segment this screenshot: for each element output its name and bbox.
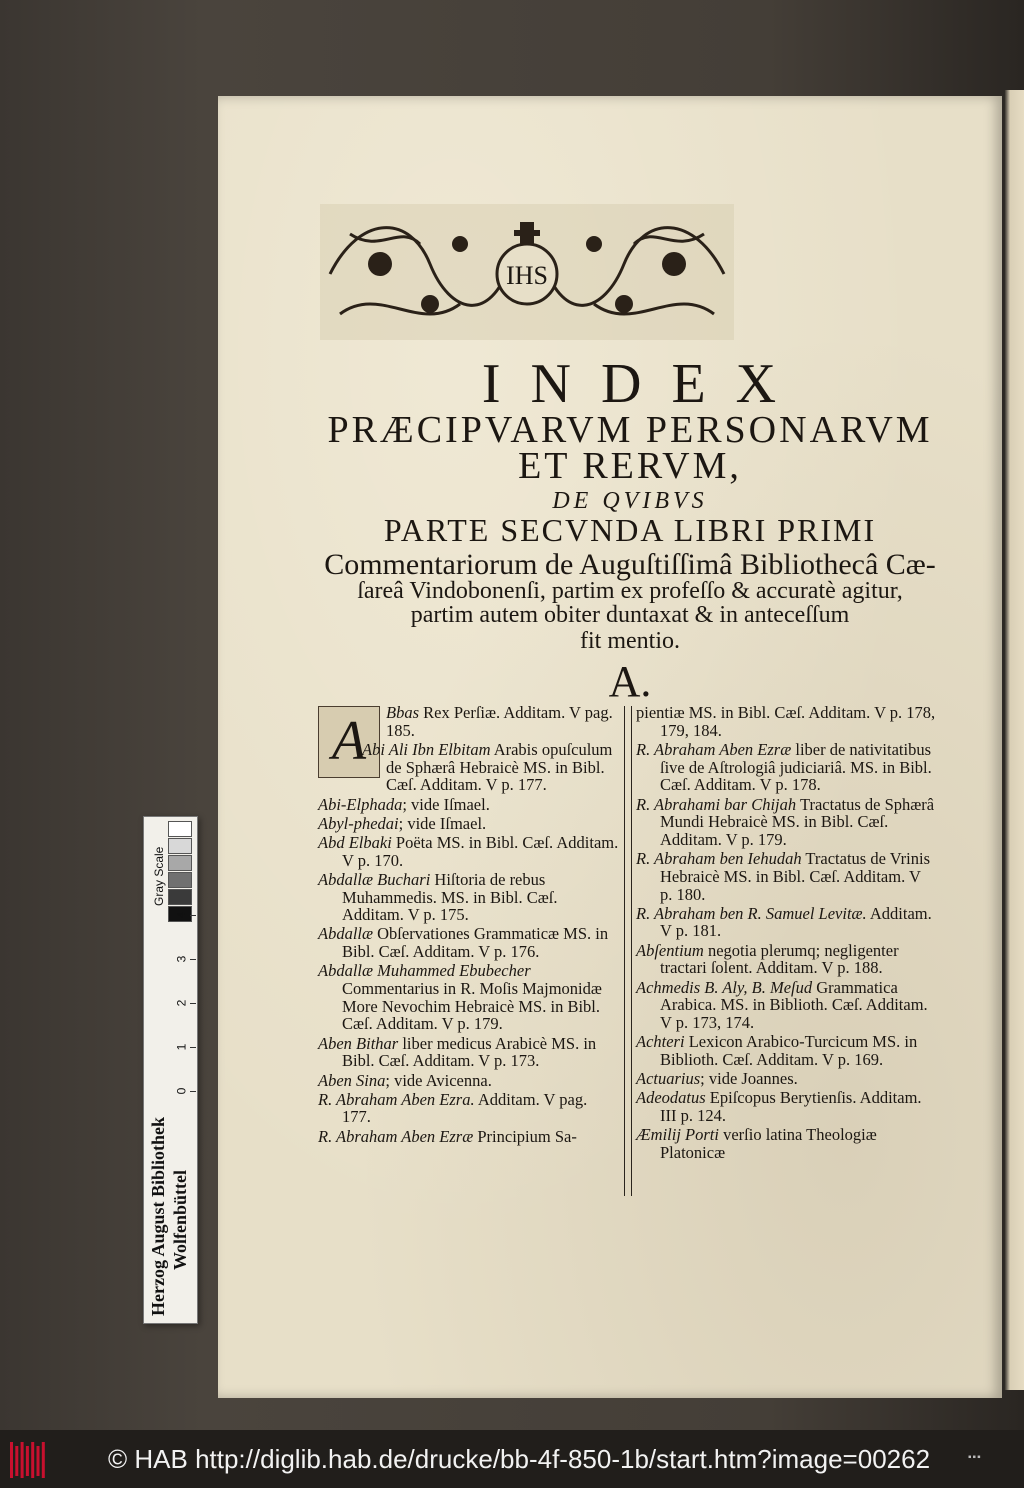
entry-name: Aben Bithar	[318, 1033, 399, 1053]
ruler-number: 2	[174, 999, 189, 1007]
title-line-3: DE QVIBVS	[552, 488, 708, 514]
description-line-2: ſareâ Vindobonenſi, partim ex profeſſo & accuratè agitur,	[357, 578, 903, 604]
index-entry	[318, 925, 620, 960]
index-entry	[636, 1126, 936, 1161]
entry-text: Arabis opuſculum de Sphærâ Hebraicè MS. in Bibl. Cæſ. Additam. V p. 177.	[386, 739, 613, 795]
entry-text: pientiæ MS. in Bibl. Cæſ. Additam. V p. 178, 179, 184.	[636, 703, 936, 740]
gray-patch	[168, 889, 192, 905]
ihs-monogram: IHS	[506, 261, 548, 290]
footer-bar	[0, 1430, 1024, 1488]
entry-name: R. Abraham ben R. Samuel Levitæ.	[636, 903, 867, 923]
entry-name: Actuarius	[636, 1069, 701, 1089]
entry-text: Lexicon Arabico-Turcicum MS. in Biblioth. Cæſ. Additam. V p. 169.	[660, 1032, 918, 1069]
entry-name: Abdallæ	[318, 924, 374, 944]
description-line-3: partim autem obiter duntaxat & in anteceſſum	[410, 602, 850, 628]
logo-bar	[37, 1446, 40, 1476]
entry-text: liber medicus Arabicè MS. in Bibl. Cæſ. Additam. V p. 173.	[342, 1033, 597, 1071]
entry-text: Additam. V pag. 177.	[342, 1089, 588, 1127]
ruler-number: 4	[174, 911, 189, 919]
index-entry	[318, 871, 620, 924]
entry-name: Abdallæ Muhammed Ebubecher	[318, 961, 531, 981]
gray-patch	[168, 838, 192, 854]
entry-text: Principium Sa-	[473, 1126, 577, 1146]
title-line-1: PRÆCIPVARVM PERSONARVM	[327, 409, 933, 451]
logo-bar	[21, 1442, 24, 1478]
ruler-tick	[190, 959, 196, 960]
description-line-4: fit mentio.	[580, 628, 680, 654]
library-name-line-1: Herzog August Bibliothek	[148, 1116, 168, 1316]
copyright-url[interactable]: © HAB http://diglib.hab.de/drucke/bb-4f-850-1b/start.htm?image=00262	[108, 1444, 931, 1474]
logo-bar	[10, 1442, 13, 1478]
index-entry	[318, 796, 620, 814]
footer-grip-icon: ▪▪▪	[968, 1452, 982, 1463]
gray-patch	[168, 872, 192, 888]
headpiece-ornament	[320, 204, 734, 340]
index-entry	[636, 942, 936, 977]
entry-text: negotia plerumq; negligenter tractari ſolent. Additam. V p. 188.	[660, 940, 899, 978]
index-entry	[318, 834, 620, 869]
entry-text: Grammatica Arabica. MS. in Biblioth. Cæſ. Additam. V p. 173, 174.	[660, 977, 928, 1032]
entry-name: R. Abraham ben Iehudah	[636, 849, 802, 869]
title-line-4: PARTE SECVNDA LIBRI PRIMI	[383, 512, 877, 548]
entry-text: Additam. V p. 181.	[660, 903, 932, 941]
index-entry	[636, 1089, 936, 1124]
logo-bar	[15, 1446, 18, 1476]
index-entry	[636, 979, 936, 1032]
index-entry	[636, 905, 936, 940]
entry-name: Abi Ali Ibn Elbitam	[362, 739, 491, 759]
entry-name: R. Abraham Aben Ezræ	[318, 1126, 474, 1146]
index-column-right	[636, 704, 936, 1163]
entry-name: Adeodatus	[636, 1088, 706, 1108]
index-entry	[636, 850, 936, 903]
hab-logo-icon	[8, 1440, 48, 1480]
entry-name: Abyl-phedai	[318, 813, 399, 833]
title-line-2: ET RERVM,	[518, 445, 742, 487]
entry-name: R. Abrahami bar Chijah	[636, 794, 797, 814]
entry-text: Epiſcopus Berytienſis. Additam. III p. 124.	[660, 1088, 922, 1125]
entry-name: Achmedis B. Aly, B. Meſud	[636, 977, 813, 997]
dropcap-letter: A	[318, 706, 380, 778]
index-entry	[636, 741, 936, 794]
ruler-number: 3	[174, 955, 189, 963]
entry-text: verſio latina Theologiæ Platonicæ	[660, 1125, 877, 1162]
index-entry	[318, 1128, 620, 1146]
entry-text: Obſervationes Grammaticæ MS. in Bibl. Cæſ. Additam. V p. 176.	[342, 924, 609, 962]
entry-text: ; vide Joannes.	[700, 1069, 798, 1089]
entry-name: Æmilij Porti	[636, 1125, 719, 1145]
ruler-number: 1	[174, 1043, 189, 1051]
logo-bar	[31, 1442, 34, 1478]
entry-text: Poëta MS. in Bibl. Cæſ. Additam. V p. 170.	[342, 832, 619, 870]
ruler-tick	[190, 1091, 196, 1092]
index-entry	[636, 1070, 936, 1088]
entry-text: Hiſtoria de rebus Muhammedis. MS. in Bibl. Cæſ. Additam. V p. 175.	[342, 869, 558, 925]
index-entry	[318, 1072, 620, 1090]
entry-name: R. Abraham Aben Ezra.	[318, 1089, 475, 1109]
column-rule	[631, 706, 632, 1196]
entry-text: ; vide Iſmael.	[402, 794, 490, 814]
index-column-left	[318, 704, 620, 1147]
index-entry	[636, 704, 936, 739]
entry-name: Abi-Elphada	[318, 794, 403, 814]
next-page-edge	[1004, 90, 1024, 1390]
entry-text: Tractatus de Sphærâ Mundi Hebraicè MS. in Bibl. Cæſ. Additam. V p. 179.	[660, 794, 935, 849]
ruler-tick	[190, 1003, 196, 1004]
index-entry	[636, 796, 936, 849]
index-entry	[318, 962, 620, 1033]
gray-patches	[168, 821, 195, 911]
index-entry	[318, 1091, 620, 1126]
ruler-tick	[190, 1047, 196, 1048]
gray-patch	[168, 821, 192, 837]
section-letter: A.	[608, 657, 652, 706]
entry-text: Commentarius in R. Moſis Majmonidæ More Nevochim Hebraicè MS. in Bibl. Cæſ. Additam. V p. 179.	[342, 979, 602, 1034]
entry-name: Abd Elbaki	[318, 832, 392, 852]
column-rule	[624, 706, 625, 1196]
entry-name: Achteri	[636, 1032, 685, 1052]
gray-patch	[168, 855, 192, 871]
library-name-line-2: Wolfenbüttel	[170, 1169, 190, 1270]
ruler-number: 0	[174, 1087, 189, 1095]
entry-text: Rex Perſiæ. Additam. V pag. 185.	[386, 703, 613, 740]
entry-name: Aben Sina	[318, 1070, 386, 1090]
entry-text: ; vide Iſmael.	[398, 813, 487, 833]
logo-bar	[42, 1442, 45, 1478]
entry-name: Bbas	[386, 703, 419, 722]
entry-text: liber de nativitatibus ſive de Aſtrologiâ judiciariâ. MS. in Bibl. Cæſ. Additam. V p. 178.	[660, 739, 932, 795]
index-entry	[318, 815, 620, 833]
entry-text: ; vide Avicenna.	[385, 1070, 492, 1090]
logo-bar	[26, 1446, 29, 1476]
entry-name: Abſentium	[636, 940, 704, 960]
title-index: INDEX	[481, 353, 807, 415]
index-entry	[318, 1035, 620, 1070]
entry-name: Abdallæ Buchari	[318, 869, 431, 889]
gray-scale-label: Gray Scale	[152, 846, 166, 906]
index-entry	[636, 1033, 936, 1068]
description-line-1: Commentariorum de Auguſtiſſimâ Bibliothecâ Cæ-	[324, 548, 936, 581]
ruler-tick	[190, 915, 196, 916]
entry-text: Tractatus de Vrinis Hebraicè MS. in Bibl. Cæſ. Additam. V p. 180.	[660, 849, 931, 904]
entry-name: R. Abraham Aben Ezræ	[636, 739, 792, 759]
